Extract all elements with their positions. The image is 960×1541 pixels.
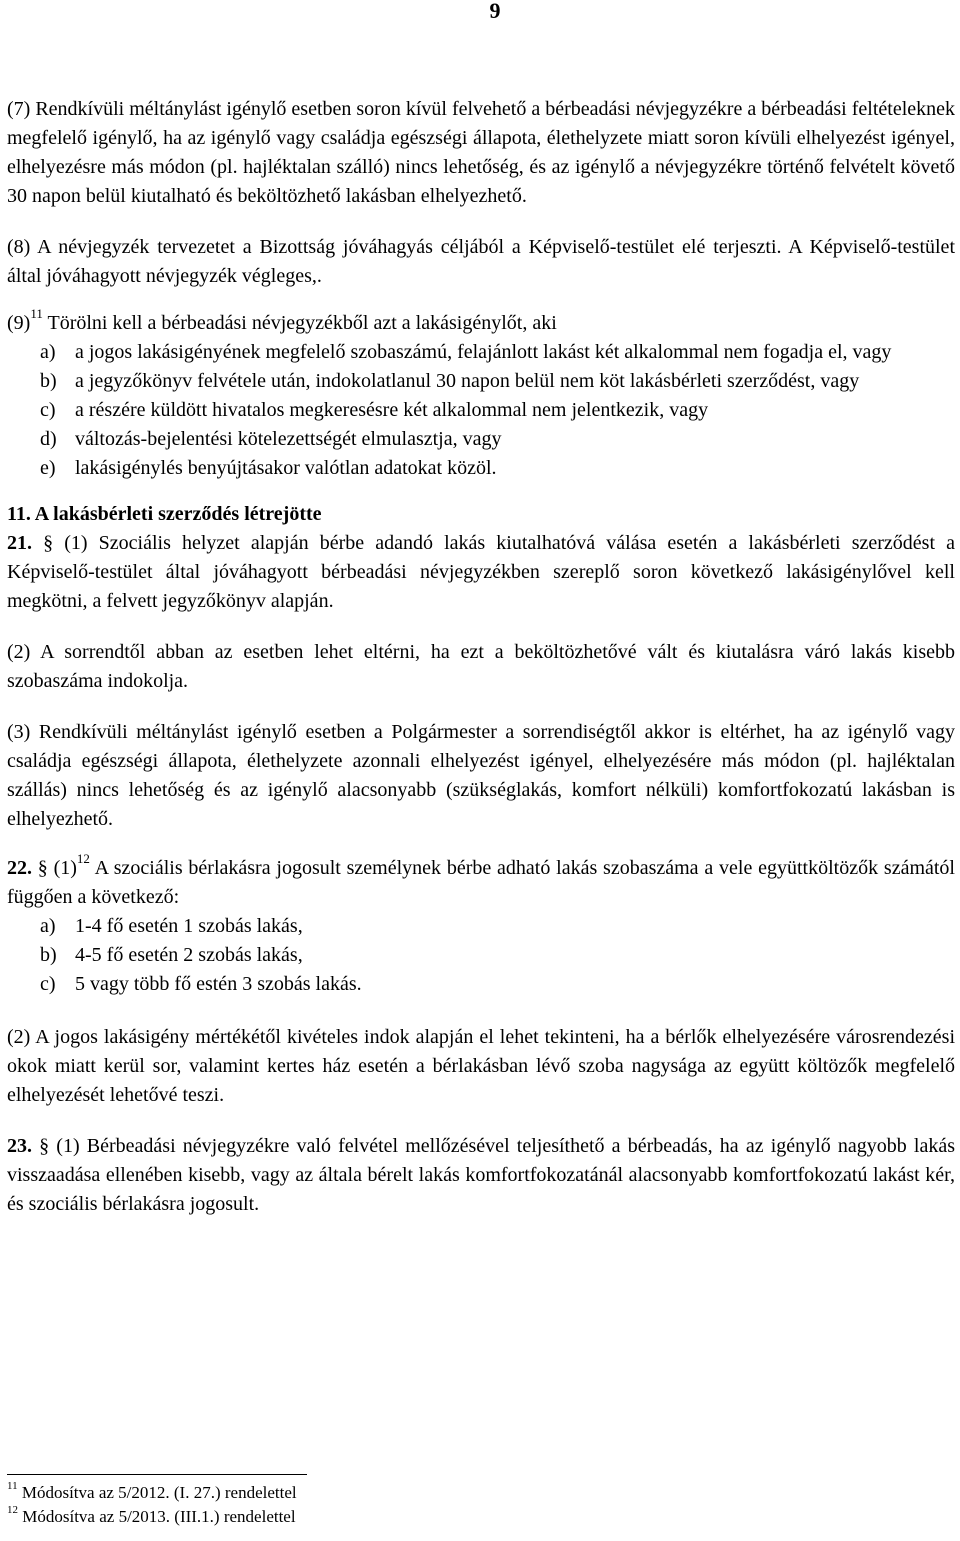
list-marker: a) (40, 341, 56, 363)
section-23-paragraph-1 (7, 1132, 955, 1219)
paragraph-9-label: (9) (7, 312, 31, 334)
section-symbol: § (43, 532, 54, 554)
list-marker: b) (40, 370, 57, 392)
paragraph-8: (8) A névjegyzék tervezetet a Bizottság jóváhagyás céljából a Képviselő-testület elé terjeszti. A Képviselő-testület által jóváhagyott névjegyzék végleges,. (7, 236, 955, 287)
list-item (7, 912, 955, 941)
list-item-text: változás-bejelentési kötelezettségét elmulasztja, vagy (75, 428, 502, 450)
list-item (7, 396, 955, 425)
footnote-12 (7, 1505, 947, 1529)
list-marker: a) (40, 915, 56, 937)
room-count-list (7, 912, 955, 999)
page-number: 9 (489, 0, 501, 23)
list-item-text: a jegyzőkönyv felvétele után, indokolatlanul 30 napon belül nem köt lakásbérleti szerződést, vagy (75, 370, 860, 392)
list-item (7, 454, 955, 483)
list-marker: b) (40, 944, 57, 966)
list-marker: c) (40, 973, 56, 995)
list-item-text: 5 vagy több fő estén 3 szobás lakás. (75, 973, 362, 995)
section-22-paragraph-2: (2) A jogos lakásigény mértékétől kivételes indok alapján el lehet tekinteni, ha a bérlők elhelyezésére városrendezési okok miatt kerül sor, valamint kertes ház esetén a bérlakásban lévő szoba nagysága az együtt költözők megfelelő elhelyezését lehetővé teszi. (7, 1026, 955, 1106)
paragraph-9-text: Törölni kell a bérbeadási névjegyzékből azt a lakásigénylőt, aki (42, 312, 557, 334)
list-marker: d) (40, 428, 57, 450)
footnote-divider (7, 1474, 307, 1475)
footnote-text: Módosítva az 5/2012. (I. 27.) rendelettel (17, 1483, 297, 1502)
removal-conditions-list (7, 338, 955, 483)
list-item (7, 338, 955, 367)
list-item-text: a részére küldött hivatalos megkeresésre két alkalommal nem jelentkezik, vagy (75, 399, 709, 421)
section-21-paragraph-3: (3) Rendkívüli méltánylást igénylő esetben a Polgármester a sorrendiségtől akkor is eltérhet, ha az igénylő vagy családja egészségi állapota, élethelyzete azonnali elhelyezést igényel, elhelyezésére más módon (pl. hajléktalan szállás) nincs lehetőség és az igénylő alacsonyabb (szükséglakás, komfort nélküli) komfortfokozatú lakásban is elhelyezhető. (7, 721, 955, 830)
section-22-label: (1) (47, 857, 77, 879)
section-23-number: 23. (7, 1135, 32, 1157)
section-21-text: (1) Szociális helyzet alapján bérbe adandó lakás kiutalhatóvá válása esetén a lakásbérleti szerződést a Képviselő-testület által jóváhagyott bérbeadási névjegyzékben szereplő soron következő lakásigénylővel kell megkötni, a felvett jegyzőkönyv alapján. (7, 532, 955, 612)
section-23-text: (1) Bérbeadási névjegyzékre való felvétel mellőzésével teljesíthető a bérbeadás, ha az igénylő nagyobb lakás visszaadása ellenében kisebb, vagy az általa bérelt lakás komfortfokozatánál alacsonyabb komfortfokozatú lakást kér, és szociális bérlakásra jogosult. (7, 1135, 956, 1215)
paragraph-9-intro (7, 306, 955, 338)
paragraph-7: (7) Rendkívüli méltánylást igénylő esetben soron kívül felvehető a bérbeadási névjegyzékre a bérbeadási feltételeknek megfelelő igénylő, ha az igénylő vagy családja egészségi állapota, élethelyzete miatt soron kívüli elhelyezést igényel, elhelyezésre más módon (pl. hajléktalan szálló) nincs lehetőség, és az igénylő a névjegyzékre történő felvételt követő 30 napon belül kiutalható és beköltözhető lakásban elhelyezhető. (7, 98, 955, 207)
footnote-ref-11[interactable]: 11 (30, 306, 43, 322)
section-21-number: 21. (7, 532, 32, 554)
list-marker: c) (40, 399, 56, 421)
list-marker: e) (40, 457, 56, 479)
section-21-paragraph-1 (7, 529, 955, 616)
list-item-text: 4-5 fő esetén 2 szobás lakás, (75, 944, 303, 966)
footnote-number: 12 (7, 1504, 18, 1517)
footnote-11 (7, 1481, 947, 1505)
footnote-number: 11 (7, 1480, 18, 1493)
list-item (7, 425, 955, 454)
document-body (7, 95, 955, 1219)
section-symbol: § (37, 857, 48, 879)
list-item (7, 367, 955, 396)
section-heading: 11. A lakásbérleti szerződés létrejötte (7, 503, 322, 525)
list-item (7, 970, 955, 999)
footnote-ref-12[interactable]: 12 (76, 851, 90, 867)
section-symbol: § (39, 1135, 50, 1157)
footnote-text: Módosítva az 5/2013. (III.1.) rendelettel (18, 1507, 296, 1526)
list-item (7, 941, 955, 970)
list-item-text: a jogos lakásigényének megfelelő szobaszámú, felajánlott lakást két alkalommal nem fogadja el, vagy (75, 341, 892, 363)
list-item-text: 1-4 fő esetén 1 szobás lakás, (75, 915, 303, 937)
section-21-paragraph-2: (2) A sorrendtől abban az esetben lehet eltérni, ha ezt a beköltözhetővé vált és kiutalásra váró lakás kisebb szobaszáma indokolja. (7, 641, 955, 692)
section-22-paragraph-1 (7, 851, 955, 912)
list-item-text: lakásigénylés benyújtásakor valótlan adatokat közöl. (75, 457, 497, 479)
section-22-number: 22. (7, 857, 32, 879)
section-22-text: A szociális bérlakásra jogosult személynek bérbe adható lakás szobaszáma a vele együttköltözők számától függően a következő: (7, 857, 955, 908)
footnotes (7, 1474, 947, 1529)
